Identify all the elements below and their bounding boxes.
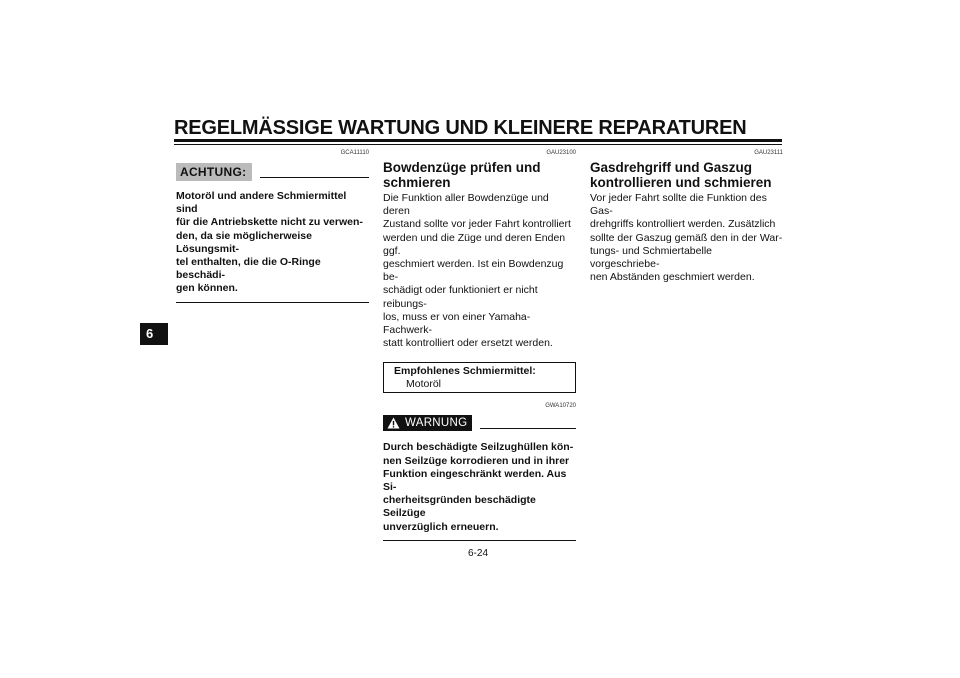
column-2 (383, 150, 576, 541)
notice-text: Motoröl und andere Schmiermittel sind für die Antriebskette nicht zu verwen- den, da sie möglicherweise Lösungsmit- tel enthalten, die die O-Ringe beschädi- gen können. (176, 190, 363, 295)
notice-rule (260, 177, 369, 178)
notice-header (176, 162, 369, 182)
section-code: GAU23100 (546, 150, 576, 156)
column-1 (176, 150, 369, 303)
column-3 (590, 150, 783, 284)
warning-code: GWA10720 (545, 403, 576, 410)
section-heading: Bowdenzüge prüfen und schmieren (383, 160, 541, 190)
section-code: GCA11110 (340, 150, 369, 156)
warning-label: WARNUNG (405, 417, 468, 430)
warning-text: Durch beschädigte Seilzughüllen kön- nen Seilzüge korrodieren und in ihrer Funktion eingeschränkt werden. Aus Si- cherheitsgründen beschädigte Seilzüge unverzüglich erneuern. (383, 441, 574, 533)
warning-rule (480, 428, 576, 429)
section-body: Vor jeder Fahrt sollte die Funktion des Gas- drehgriffs kontrolliert werden. Zusätzlich sollte der Gaszug gemäß den in der War- tungs- und Schmiertabelle vorgeschriebe- nen Abständen geschmiert werden. (590, 192, 783, 284)
section-code: GAU23111 (754, 150, 783, 156)
page-title: REGELMÄSSIGE WARTUNG UND KLEINERE REPARATUREN (174, 117, 747, 139)
chapter-tab: 6 (140, 323, 168, 345)
section-body: Die Funktion aller Bowdenzüge und deren Zustand sollte vor jeder Fahrt kontrolliert werden und die Züge und deren Enden ggf. geschmiert werden. Ist ein Bowdenzug be- schädigt oder funktioniert er nicht reibungs- los, muss er von einer Yamaha-Fachwerk- statt kontrolliert oder ersetzt werden. (383, 192, 571, 350)
title-rule (174, 139, 782, 142)
lubricant-value: Motoröl (406, 378, 442, 391)
lubricant-box (383, 362, 576, 393)
page-number: 6-24 (468, 548, 489, 559)
notice-end-rule (176, 302, 369, 303)
notice-badge: ACHTUNG: (176, 163, 252, 181)
warning-badge (383, 415, 472, 431)
lubricant-label: Empfohlenes Schmiermittel: (394, 365, 536, 378)
warning-triangle-icon (387, 417, 400, 429)
section-heading: Gasdrehgriff und Gaszug kontrollieren und schmieren (590, 160, 772, 190)
warning-header (383, 413, 576, 433)
title-rule-thin (174, 144, 782, 145)
warning-end-rule (383, 540, 576, 541)
